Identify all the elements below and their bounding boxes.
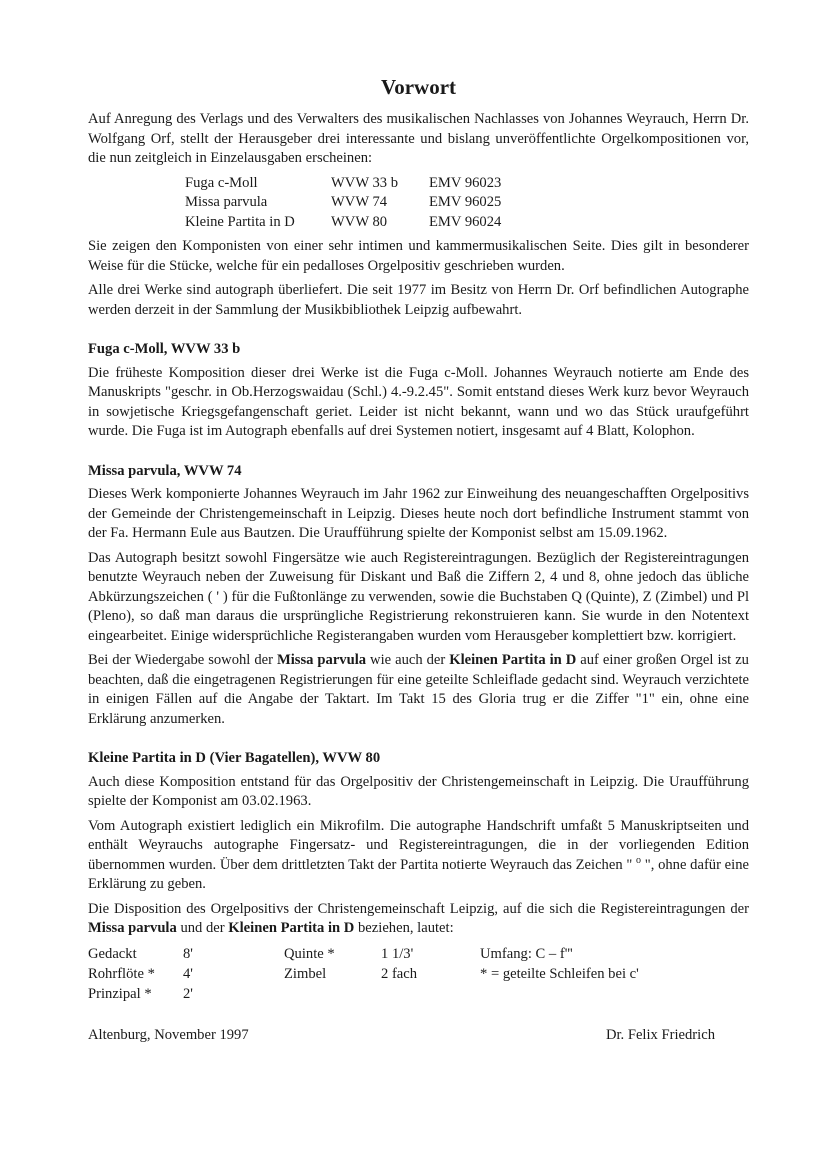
disposition-table <box>88 944 639 1004</box>
work-title: Kleine Partita in D <box>185 213 295 230</box>
text-run: Vom Autograph existiert lediglich ein Mikrofilm. Die autographe Handschrift umfaßt 5 Manuskriptseiten und enthält Weyrauchs autographe Fingersatz- und Registereintragungen, die in der vorliegenden Edition übernommen wurden. Über dem drittletzten Takt der Partita notierte Weyrauch das Zeichen " <box>88 817 749 873</box>
partita-paragraph-3 <box>88 900 749 939</box>
work-wvw: WVW 80 <box>331 213 388 230</box>
works-row <box>185 213 501 233</box>
disposition-row <box>88 984 639 1004</box>
disposition-note: * = geteilte Schleifen bei c' <box>480 965 639 982</box>
bold-title: Kleinen Partita in D <box>449 652 577 668</box>
stop-pitch <box>381 984 480 1004</box>
disposition-row <box>88 964 639 984</box>
stop-pitch: 2' <box>183 985 193 1002</box>
stop-name: Rohrflöte * <box>88 965 155 982</box>
text-run: und der <box>176 920 229 936</box>
section-heading-missa: Missa parvula, WVW 74 <box>88 462 242 479</box>
work-wvw: WVW 74 <box>331 194 388 210</box>
author-name: Dr. Felix Friedrich <box>605 1026 715 1043</box>
bold-title: Missa parvula <box>276 652 367 668</box>
stop-pitch: 2 fach <box>381 965 418 982</box>
stop-name: Zimbel <box>284 965 327 982</box>
section-heading-partita: Kleine Partita in D (Vier Bagatellen), WVW 80 <box>88 750 381 766</box>
bold-title: Missa parvula <box>88 920 177 936</box>
work-emv: EMV 96024 <box>429 213 502 230</box>
text-run: Die Disposition des Orgelpositivs der Christengemeinschaft Leipzig, auf die sich die Registereintragungen der <box>88 900 749 917</box>
work-title: Missa parvula <box>185 194 268 210</box>
work-title: Fuga c-Moll <box>185 174 258 191</box>
work-emv: EMV 96025 <box>429 194 502 210</box>
stop-name: Quinte * <box>284 945 335 962</box>
symbol-superscript: o <box>636 854 642 866</box>
intro-paragraph-2: Sie zeigen den Komponisten von einer sehr intimen und kammermusikalischen Seite. Dies gilt in besonderer Weise für die Stücke, welche für ein pedalloses Orgelpositiv geschrieben wurden. <box>88 238 749 274</box>
intro-paragraph-3: Alle drei Werke sind autograph überliefert. Die seit 1977 im Besitz von Herrn Dr. Orf befindlichen Autographe werden derzeit in der Sammlung der Musikbibliothek Leipzig aufbewahrt. <box>88 282 749 318</box>
stop-pitch: 1 1/3' <box>381 945 414 962</box>
page-title: Vorwort <box>380 75 457 99</box>
stop-name: Gedackt <box>88 945 137 962</box>
fuga-paragraph: Die früheste Komposition dieser drei Werke ist die Fuga c-Moll. Johannes Weyrauch notierte am Ende des Manuskripts "geschr. in Ob.Herzogswaidau (Schl.) 4.-9.2.45". Somit entstand dieses Werk kurz bevor Weyrauch in sowjetische Kriegsgefangenschaft geriet. Leider ist nicht bekannt, wann und wo das Stück uraufgeführt wurde. Die Fuga ist im Autograph ebenfalls auf drei Systemen notiert, insgesamt auf 4 Blatt, Kolophon. <box>88 364 749 439</box>
stop-name <box>284 984 381 1004</box>
stop-pitch: 4' <box>183 965 193 982</box>
missa-paragraph-2: Das Autograph besitzt sowohl Fingersätze wie auch Registereintragungen. Bezüglich der Registereintragungen benutzte Weyrauch neben der Zuweisung für Diskant und Baß die Ziffern 2, 4 und 8, ohne jedoch das übliche Abkürzungszeichen ( ' ) für die Fußtonlänge zu verwenden, sowie die Buchstaben Q (Quinte), Z (Zimbel) und Pl (Pleno), so daß man daraus die ursprüngliche Registrierung rekonstruieren kann. Sie wurde in den Notentext eingearbeitet. Einige widersprüchliche Registerangaben wurden vom Herausgeber komplettiert bzw. korrigiert. <box>88 549 749 644</box>
work-emv: EMV 96023 <box>429 174 502 191</box>
place-date: Altenburg, November 1997 <box>88 1026 249 1043</box>
disposition-note: Umfang: C – f''' <box>480 945 573 962</box>
text-run: auf einer großen Orgel ist zu beachten, daß die eingetragenen Registrierungen für eine geteilte Schleiflade gedacht sind. Weyrauch verzichtete in einigen Fällen auf die Angabe der Taktart. Im Takt 15 des Gloria trug er die Ziffer "1" ein, ohne eine Erklärung anzumerken. <box>88 652 749 727</box>
stop-pitch: 8' <box>183 945 193 962</box>
disposition-row <box>88 944 639 964</box>
signature-line <box>88 1026 749 1046</box>
intro-paragraph: Auf Anregung des Verlags und des Verwalters des musikalischen Nachlasses von Johannes Weyrauch, Herrn Dr. Wolfgang Orf, stellt der Herausgeber drei interessante und bislang unveröffentlichte Orgelkompositionen vor, die nun zeitgleich in Einzelausgaben erscheinen: <box>88 111 749 166</box>
works-row <box>185 174 501 194</box>
work-wvw: WVW 33 b <box>331 174 399 191</box>
stop-name: Prinzipal * <box>88 985 152 1002</box>
preface-page <box>88 74 749 1046</box>
text-run: ", ohne dafür eine Erklärung zu geben. <box>88 856 749 892</box>
text-run: Bei der Wiedergabe sowohl der <box>88 652 277 668</box>
partita-paragraph-2 <box>88 817 749 895</box>
bold-title: Kleinen Partita in D <box>228 920 355 936</box>
text-run: wie auch der <box>366 652 450 668</box>
section-heading-fuga: Fuga c-Moll, WVW 33 b <box>88 341 241 357</box>
partita-paragraph-1: Auch diese Komposition entstand für das Orgelpositiv der Christengemeinschaft in Leipzig. Die Uraufführung spielte der Komponist am 03.02.1963. <box>88 773 749 809</box>
disposition-note <box>480 984 639 1004</box>
works-table <box>185 174 501 233</box>
missa-paragraph-3 <box>88 651 749 729</box>
missa-paragraph-1: Dieses Werk komponierte Johannes Weyrauch im Jahr 1962 zur Einweihung des neuangeschafften Orgelpositivs der Gemeinde der Christengemeinschaft in Leipzig. Dieses heute noch dort befindliche Instrument stammt von der Fa. Hermann Eule aus Bautzen. Die Uraufführung spielte der Komponist selbst am 15.09.1962. <box>88 486 749 541</box>
text-run: beziehen, lautet: <box>354 920 454 936</box>
works-row <box>185 193 501 213</box>
